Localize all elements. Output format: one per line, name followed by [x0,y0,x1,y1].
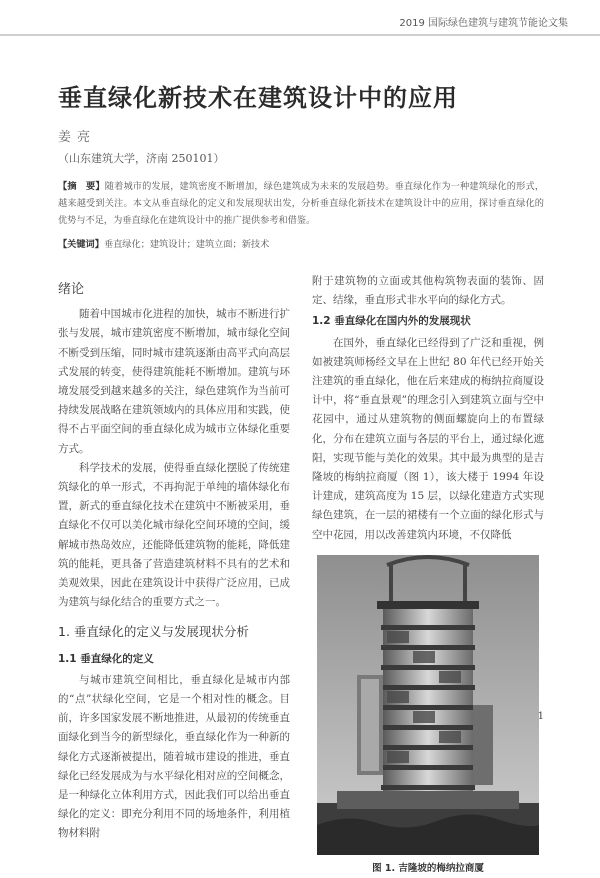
abstract-label: 【摘 要】 [58,181,105,192]
figure-1 [317,555,539,855]
intro-heading: 绪论 [58,282,85,297]
building-photo [317,555,539,855]
section-1-heading: 1. 垂直绿化的定义与发展现状分析 [58,624,249,640]
intro-paragraph-2: 科学技术的发展，使得垂直绿化摆脱了传统建筑绿化的单一形式，不再拘泥于单纯的墙体绿化布置，新式的垂直绿化技术在建筑中不断被采用，垂直绿化不仅可以美化城市绿化空间环境的空间，缓解城市热岛效应，还能降低建筑物的能耗，降低建筑的能耗，更具备了营造建筑材料不具有的艺术和美观效果，因此在建筑设计中获得广泛应用，已成为建筑与绿化结合的重要方式之一。 [58,461,290,609]
keywords-text: 垂直绿化；建筑设计；建筑立面；新技术 [103,239,270,250]
section-1-2-heading: 1.2 垂直绿化在国内外的发展现状 [312,315,471,328]
page-number: 1 [537,711,544,722]
keywords [58,236,544,250]
abstract [58,178,544,229]
left-column [58,272,290,844]
right-column [312,272,544,878]
header-rule [0,34,600,36]
section-1-1-heading: 1.1 垂直绿化的定义 [58,652,154,665]
continuation-paragraph: 附于建筑物的立面或其他构筑物表面的装饰、固定、结缘，垂直形式非水平向的绿化方式。 [312,275,544,307]
abstract-text: 随着城市的发展，建筑密度不断增加，绿色建筑成为未来的发展趋势。垂直绿化作为一种建筑绿化的形式，越来越受到关注。本文从垂直绿化的定义和发展现状出发，分析垂直绿化新技术在建筑设计中的应用，探讨垂直绿化的优势与不足，为垂直绿化在建筑设计中的推广提供参考和借鉴。 [58,181,545,226]
keywords-label: 【关键词】 [58,239,104,250]
running-header: 2019 国际绿色建筑与建筑节能论文集 [399,18,568,29]
section-1-2-paragraph: 在国外，垂直绿化已经得到了广泛和重视，例如被建筑师杨经文早在上世纪 80 年代已经开始关注建筑的垂直绿化，他在后来建成的梅纳拉商厦设计中，将“垂直景观”的理念引入到建筑立面与空中花园中，通过从建筑物的侧面螺旋向上的布置绿化，分布在建筑立面与各层的平台上，通过绿化遮阳，实现节能与美化的效果。其中最为典型的是吉隆坡的梅纳拉商厦（图 1），该大楼于 1994 年设计建成，建筑高度为 15 层，以绿化建造方式实现绿色建筑，在一层的裙楼有一个立面的绿化形式与空中花园，用以改善建筑内环境，不仅降低 [312,336,544,541]
author-affiliation: （山东建筑大学，济南 250101） [58,152,225,165]
figure-1-caption: 图 1. 吉隆坡的梅纳拉商厦 [372,862,484,874]
section-1-1-paragraph: 与城市建筑空间相比，垂直绿化是城市内部的“点”状绿化空间，它是一个相对性的概念。目前，许多国家发展不断地推进，从最初的传统垂直面绿化到当今的新型绿化，垂直绿化作为一种新的绿化方式逐渐被提出，随着城市建设的推进，垂直绿化已经发展成为与水平绿化相对应的空间概念，是一种绿化立体利用方式，因此我们可以给出垂直绿化的定义：即充分利用不同的场地条件，利用植物材料附 [58,673,290,840]
intro-paragraph-1: 随着中国城市化进程的加快，城市不断进行扩张与发展，城市建筑密度不断增加，城市绿化空间不断受到压缩，同时城市建筑逐渐由高平式向高层式发展的转变，使得建筑能耗不断增加。建筑与环境发展受到越来越多的关注，绿色建筑作为当前可持续发展战略在建筑领域内的具体应用和实践，使得不占平面空间的垂直绿化成为城市立体绿化重要方式。 [58,308,290,455]
author-name: 姜亮 [58,130,97,145]
paper-title: 垂直绿化新技术在建筑设计中的应用 [58,84,458,112]
